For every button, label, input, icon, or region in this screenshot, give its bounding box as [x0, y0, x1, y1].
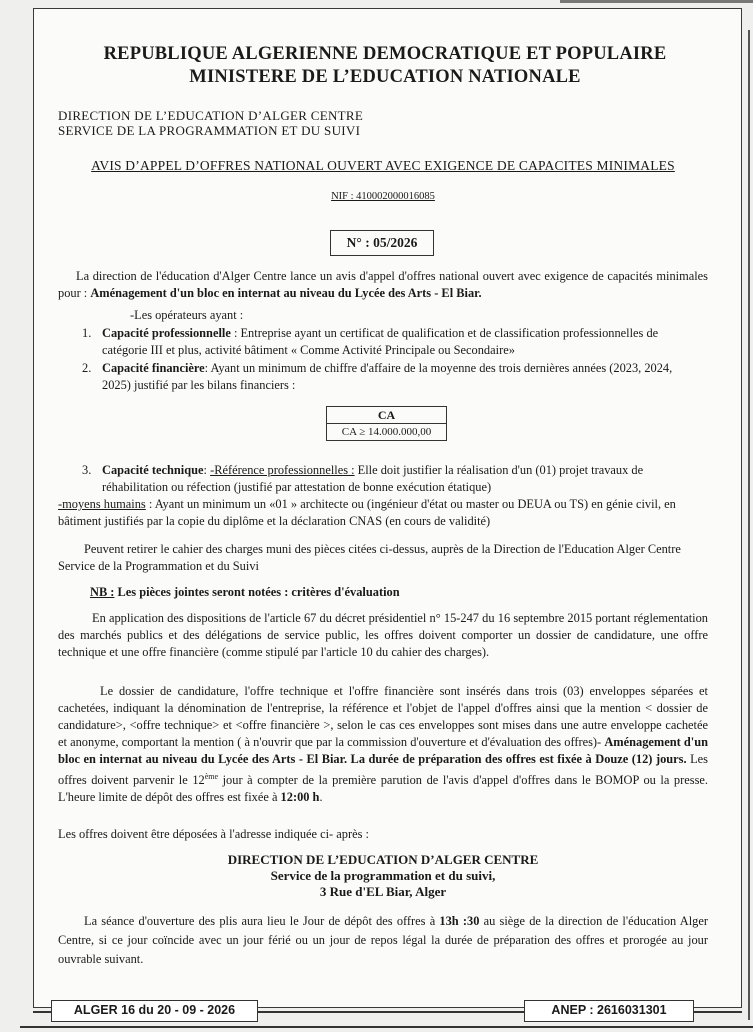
retrait-paragraph: Peuvent retirer le cahier des charges muni des pièces citées ci-dessus, auprès de la Direction de l'Education Alger Centre Service de la Programmation et du Suivi	[58, 542, 681, 573]
footer-date-box: ALGER 16 du 20 - 09 - 2026	[51, 1000, 258, 1022]
adresse-block	[58, 852, 708, 900]
header-republic: REPUBLIQUE ALGERIENNE DEMOCRATIQUE ET POPULAIRE	[103, 44, 667, 64]
capacite-1-text: : Entreprise ayant un certificat de qualification et de classification professionnelles de catégorie III et plus, activité bâtiment « Comme Activité Principale ou Secondaire»	[102, 326, 659, 357]
moyens-label: -moyens humains	[58, 497, 146, 511]
numero-box: N° : 05/2026	[330, 230, 434, 256]
dossier-text-3: jour à compter de la première parution de l'avis d'appel d'offres dans le BOMOP ou la presse. L'heure limite de dépôt des offres est fixée à	[58, 773, 708, 805]
capacite-1-title: Capacité professionnelle	[102, 326, 231, 340]
capacite-2	[82, 360, 692, 394]
footer-anep-box: ANEP : 2616031301	[524, 1000, 694, 1022]
scan-top-edge	[560, 0, 753, 3]
capacite-2-num: 2.	[82, 361, 92, 375]
nb-text: Les pièces jointes seront notées : critères d'évaluation	[114, 585, 400, 599]
moyens-humains	[58, 496, 708, 530]
header-direction: DIRECTION DE L’EDUCATION D’ALGER CENTRE	[58, 108, 364, 123]
header-ministry: MINISTERE DE L’EDUCATION NATIONALE	[189, 67, 581, 87]
footer-rule-left	[33, 1011, 51, 1013]
adresse-line-2: Service de la programmation et du suivi,	[270, 868, 496, 883]
capacite-1	[82, 325, 692, 359]
intro-object: Aménagement d'un bloc en internat au niveau du Lycée des Arts - El Biar.	[90, 286, 482, 300]
ca-table-header: CA	[327, 407, 447, 424]
dossier-paragraph	[58, 683, 708, 806]
footer-rule-right	[694, 1011, 742, 1013]
dossier-text-2: Les offres doivent parvenir le 12	[58, 752, 708, 788]
reference-label: -Référence professionnelles :	[210, 463, 355, 477]
nb-line	[90, 584, 400, 601]
adresse-line-1: DIRECTION DE L’EDUCATION D’ALGER CENTRE	[227, 852, 539, 867]
dossier-bold-1: Aménagement d'un bloc en internat au niveau du Lycée des Arts - El Biar. La durée de préparation des offres est fixée à Douze (12) jours.	[58, 735, 709, 766]
intro-paragraph	[58, 268, 708, 302]
reference-text: Elle doit justifier la réalisation d'un (01) projet travaux de réhabilitation ou réfection (justifié par attestation de bonne exécution étatique)	[102, 463, 644, 494]
footer-rule	[258, 1011, 524, 1013]
seance-text-2: au siège de la direction de l'éducation Alger Centre, si ce jour coïncide avec un jour férié ou un jour de repos légal la durée de préparation des offres et prorogée au jour ouvrable suivant.	[58, 914, 708, 966]
operators-line: -Les opérateurs ayant :	[130, 308, 244, 322]
capacite-2-title: Capacité financière	[102, 361, 205, 375]
intro-text: La direction de l'éducation d'Alger Centre lance un avis d'appel d'offres national ouvert avec exigence de capacités minimales pour :	[58, 269, 708, 300]
seance-bold: 13h :30	[439, 914, 480, 928]
dossier-text-4: .	[319, 790, 323, 805]
nif: NIF : 410002000016085	[331, 191, 435, 202]
capacite-1-num: 1.	[82, 326, 92, 340]
capacite-2-text: : Ayant un minimum de chiffre d'affaire de la moyenne des trois dernières années (2023, 2024, 2025) justifié par les bilans financiers :	[102, 361, 673, 392]
dossier-sup: ème	[204, 772, 219, 781]
seance-text-1: La séance d'ouverture des plis aura lieu le Jour de dépôt des offres à	[84, 914, 440, 928]
ca-table	[326, 406, 447, 441]
application-paragraph: En application des dispositions de l'article 67 du décret présidentiel n° 15-247 du 16 septembre 2015 portant réglementation des marchés publics et des délégations de service public, les offres doivent comporter un dossier de candidature, une offre technique et une offre financière (comme stipulé par l'article 10 du cahier des charges).	[58, 611, 708, 659]
dossier-text-1: Le dossier de candidature, l'offre technique et l'offre financière sont insérés dans trois (03) enveloppes séparées et cachetées, indiquant la dénomination de l'entreprise, la référence et l'objet de l'appel d'offres ainsi que la mention < dossier de candidature>, <offre technique> et <offre financière >, selon le cas ces enveloppes sont mises dans une autre enveloppe cachetée et anonyme, comportant la mention ( à n'ouvrir que par la commission d'ouverture et d'évaluation des offres)-	[58, 684, 708, 749]
ca-table-value: CA ≥ 14.000.000,00	[327, 424, 447, 441]
scan-right-edge	[748, 30, 750, 1020]
adresse-line-3: 3 Rue d'EL Biar, Alger	[319, 884, 447, 899]
header-service: SERVICE DE LA PROGRAMMATION ET DU SUIVI	[58, 123, 361, 138]
nb-label: NB :	[90, 585, 115, 599]
capacite-3-title: Capacité technique	[102, 463, 204, 477]
scan-bottom-edge	[20, 1026, 753, 1028]
capacite-3-num: 3.	[82, 463, 92, 477]
moyens-text: : Ayant un minimum un «01 » architecte ou (ingénieur d'état ou master ou DEUA ou TS) en génie civil, en bâtiment justifiés par la copie du diplôme et la déclaration CNAS (en cours de validité)	[58, 497, 676, 528]
avis-title: AVIS D’APPEL D’OFFRES NATIONAL OUVERT AVEC EXIGENCE DE CAPACITES MINIMALES	[91, 158, 675, 173]
capacite-3: 3. Capacité technique: -Référence professionnelles : Elle doit justifier la réalisation d'un (01) projet travaux de réhabilitation ou réfection (justifié par attestation de bonne exécution étatique)	[82, 463, 644, 494]
seance-paragraph	[58, 912, 708, 969]
depot-line: Les offres doivent être déposées à l'adresse indiquée ci- après :	[58, 827, 369, 841]
dossier-bold-2: 12:00 h	[280, 790, 320, 805]
